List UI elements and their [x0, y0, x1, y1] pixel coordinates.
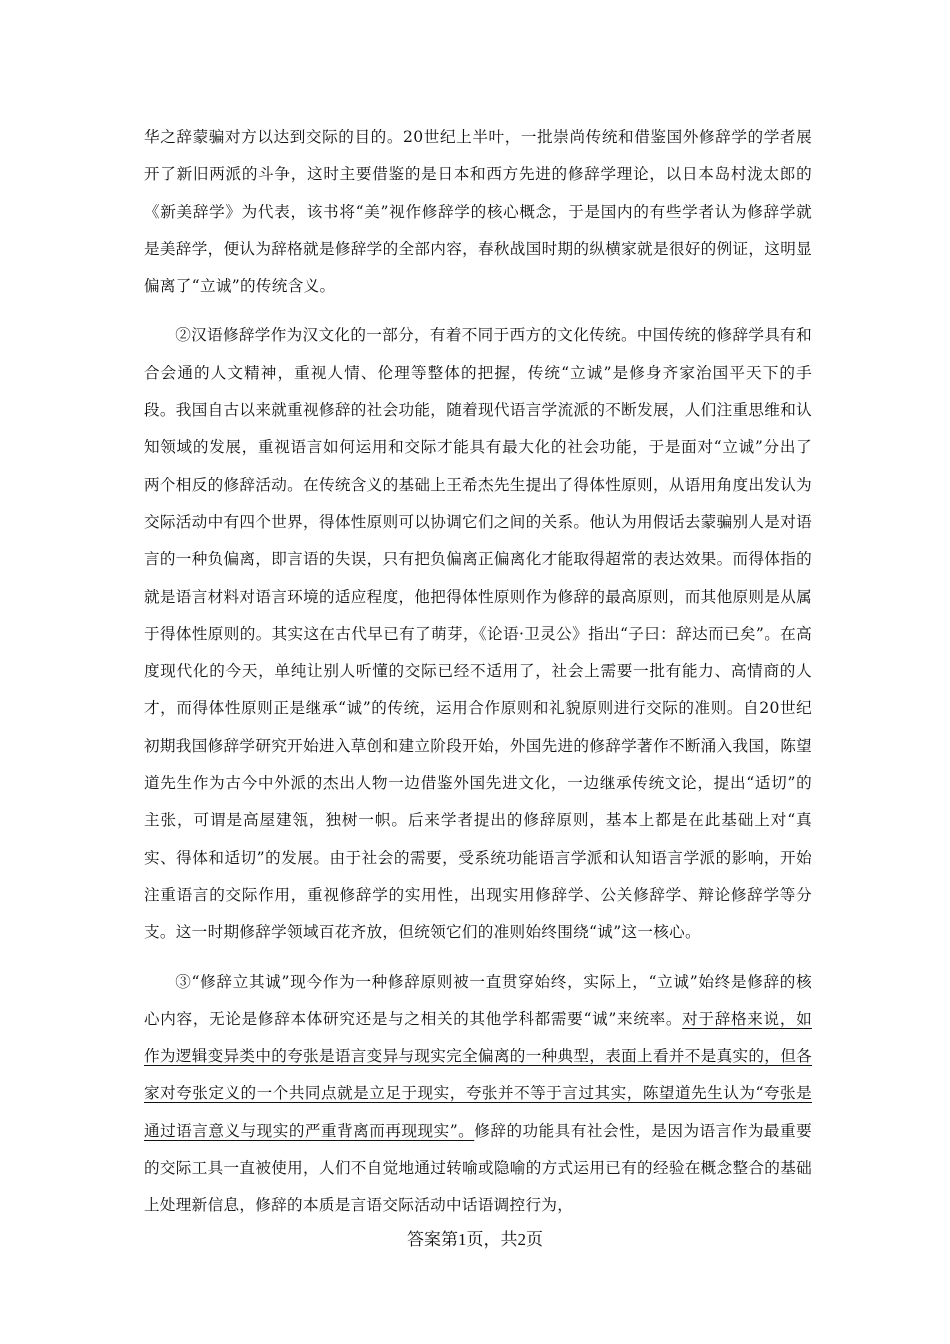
paragraph-continuation — [144, 119, 812, 305]
document-body — [144, 119, 812, 1237]
underlined-passage: 对于辞格来说，如作为逻辑变异类中的夸张是语言变异与现实完全偏离的一种典型，表面上看并不是真实的，但各家对夸张定义的一个共同点就是立足于现实，夸张并不等于言过其实，陈望道先生认为“夸张是通过语言意义与现实的严重背离而再现现实”。 — [144, 1009, 812, 1140]
page-footer — [0, 1225, 950, 1250]
page-number-label: 答案第1页，共2页 — [407, 1230, 543, 1249]
paragraph-text: ②汉语修辞学作为汉文化的一部分，有着不同于西方的文化传统。中国传统的修辞学具有和合会通的人文精神，重视人情、伦理等整体的把握，传统“立诚”是修身齐家治国平天下的手段。我国自古以来就重视修辞的社会功能，随着现代语言学流派的不断发展，人们注重思维和认知领域的发展，重视语言如何运用和交际才能具有最大化的社会功能，于是面对“立诚”分出了两个相反的修辞活动。在传统含义的基础上王希杰先生提出了得体性原则，从语用角度出发认为交际活动中有四个世界，得体性原则可以协调它们之间的关系。他认为用假话去蒙骗别人是对语言的一种负偏离，即言语的失误，只有把负偏离正偏离化才能取得超常的表达效果。而得体指的就是语言材料对语言环境的适应程度，他把得体性原则作为修辞的最高原则，而其他原则是从属于得体性原则的。其实这在古代早已有了萌芽，《论语·卫灵公》指出“子曰：辞达而已矣”。在高度现代化的今天，单纯让别人听懂的交际已经不适用了，社会上需要一批有能力、高情商的人才，而得体性原则正是继承“诚”的传统，运用合作原则和礼貌原则进行交际的准则。自20世纪初期我国修辞学研究开始进入草创和建立阶段开始，外国先进的修辞学著作不断涌入我国，陈望道先生作为古今中外派的杰出人物一边借鉴外国先进文化，一边继承传统文论，提出“适切”的主张，可谓是高屋建瓴，独树一帜。后来学者提出的修辞原则，基本上都是在此基础上对“真实、得体和适切”的发展。由于社会的需要，受系统功能语言学派和认知语言学派的影响，开始注重语言的交际作用，重视修辞学的实用性，出现实用修辞学、公关修辞学、辩论修辞学等分支。这一时期修辞学领域百花齐放，但统领它们的准则始终围绕“诚”这一核心。 — [144, 326, 812, 942]
paragraph-3 — [144, 964, 812, 1225]
paragraph-text: 华之辞蒙骗对方以达到交际的目的。20世纪上半叶，一批崇尚传统和借鉴国外修辞学的学者展开了新旧两派的斗争，这时主要借鉴的是日本和西方先进的修辞学理论，以日本岛村泷太郎的《新美辞学》为代表，该书将“美”视作修辞学的核心概念，于是国内的有些学者认为修辞学就是美辞学，便认为辞格就是修辞学的全部内容，春秋战国时期的纵横家就是很好的例证，这明显偏离了“立诚”的传统含义。 — [144, 128, 812, 296]
paragraph-text: 修辞的功能具有社会性，是因为语言作为最重要的交际工具一直被使用，人们不自觉地通过转喻或隐喻的方式运用已有的经验在概念整合的基础上处理新信息，修辞的本质是言语交际活动中话语调控行为， — [144, 1121, 812, 1215]
paragraph-text: ③“修辞立其诚”现今作为一种修辞原则被一直贯穿始终，实际上，“立诚”始终是修辞的核心内容，无论是修辞本体研究还是与之相关的其他学科都需要“诚”来统率。 — [144, 972, 812, 1028]
paragraph-2 — [144, 317, 812, 951]
